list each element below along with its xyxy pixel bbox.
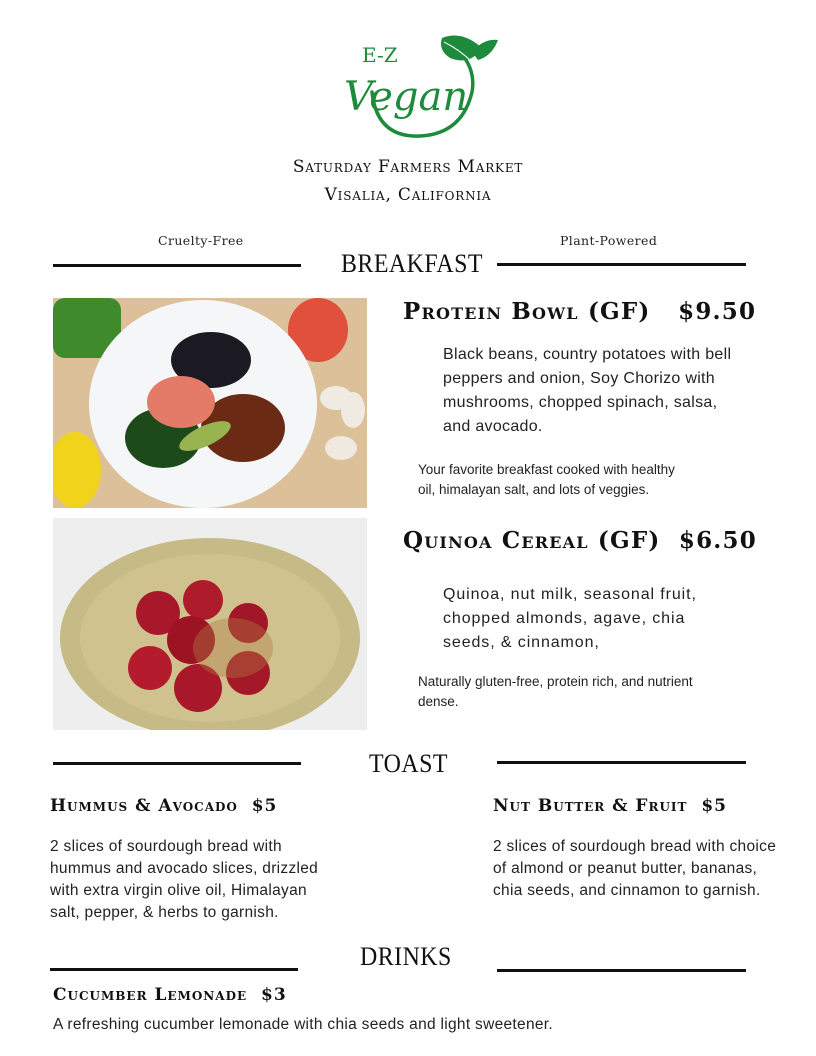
section-divider-left: [50, 968, 298, 971]
item-description-protein-bowl: Black beans, country potatoes with bell peppers and onion, Soy Chorizo with mushrooms, chopped spinach, salsa, and avocado.: [443, 346, 732, 435]
item-description-quinoa-cereal: Quinoa, nut milk, seasonal fruit, chopped almonds, agave, chia seeds, & cinnamon,: [443, 586, 697, 651]
item-price: $6.50: [678, 527, 757, 554]
item-title-protein-bowl: [403, 298, 756, 325]
item-note-quinoa-cereal: Naturally gluten-free, protein rich, and nutrient dense.: [418, 674, 693, 709]
item-price: $9.50: [678, 298, 757, 325]
section-divider-left: [53, 264, 301, 267]
item-description-nut-butter-fruit: 2 slices of sourdough bread with choice of almond or peanut butter, bananas, chia seeds, and cinnamon to garnish.: [493, 838, 777, 899]
section-divider-right: [497, 969, 746, 972]
item-title-cucumber-lemonade: [53, 985, 287, 1005]
ez-vegan-logo: [332, 30, 502, 142]
section-divider-right: [497, 263, 746, 266]
section-divider-right: [497, 761, 746, 764]
item-description-cucumber-lemonade: A refreshing cucumber lemonade with chia seeds and light sweetener.: [53, 1016, 554, 1033]
item-description-hummus-avocado: 2 slices of sourdough bread with hummus and avocado slices, drizzled with extra virgin olive oil, Himalayan salt, pepper, & herbs to garnish.: [50, 838, 319, 921]
quinoa-cereal-photo: [53, 518, 367, 730]
section-title-toast: TOAST: [369, 749, 448, 778]
section-title-drinks: DRINKS: [360, 942, 452, 971]
logo-vegan-text: Vegan: [344, 74, 469, 120]
item-price: $5: [701, 796, 727, 816]
tagline-plant-powered: Plant-Powered: [560, 233, 658, 248]
item-name: Protein Bowl (GF): [403, 298, 651, 325]
event-location: Visalia, California: [324, 185, 492, 205]
event-name: Saturday Farmers Market: [292, 157, 524, 177]
item-name: Hummus & Avocado: [50, 796, 238, 816]
item-title-nut-butter-fruit: [493, 796, 727, 816]
section-title-breakfast: BREAKFAST: [341, 249, 483, 278]
item-title-hummus-avocado: [50, 796, 277, 816]
logo-ez-text: E-Z: [362, 43, 398, 67]
item-name: Quinoa Cereal (GF): [403, 527, 661, 554]
item-name: Cucumber Lemonade: [53, 985, 248, 1005]
item-title-quinoa-cereal: [403, 527, 757, 554]
item-name: Nut Butter & Fruit: [493, 796, 688, 816]
tagline-cruelty-free: Cruelty-Free: [158, 233, 244, 248]
item-price: $5: [251, 796, 278, 816]
section-divider-left: [53, 762, 301, 765]
item-price: $3: [261, 985, 287, 1005]
item-note-protein-bowl: Your favorite breakfast cooked with healthy oil, himalayan salt, and lots of veggies.: [418, 462, 675, 497]
protein-bowl-photo: [53, 298, 367, 508]
